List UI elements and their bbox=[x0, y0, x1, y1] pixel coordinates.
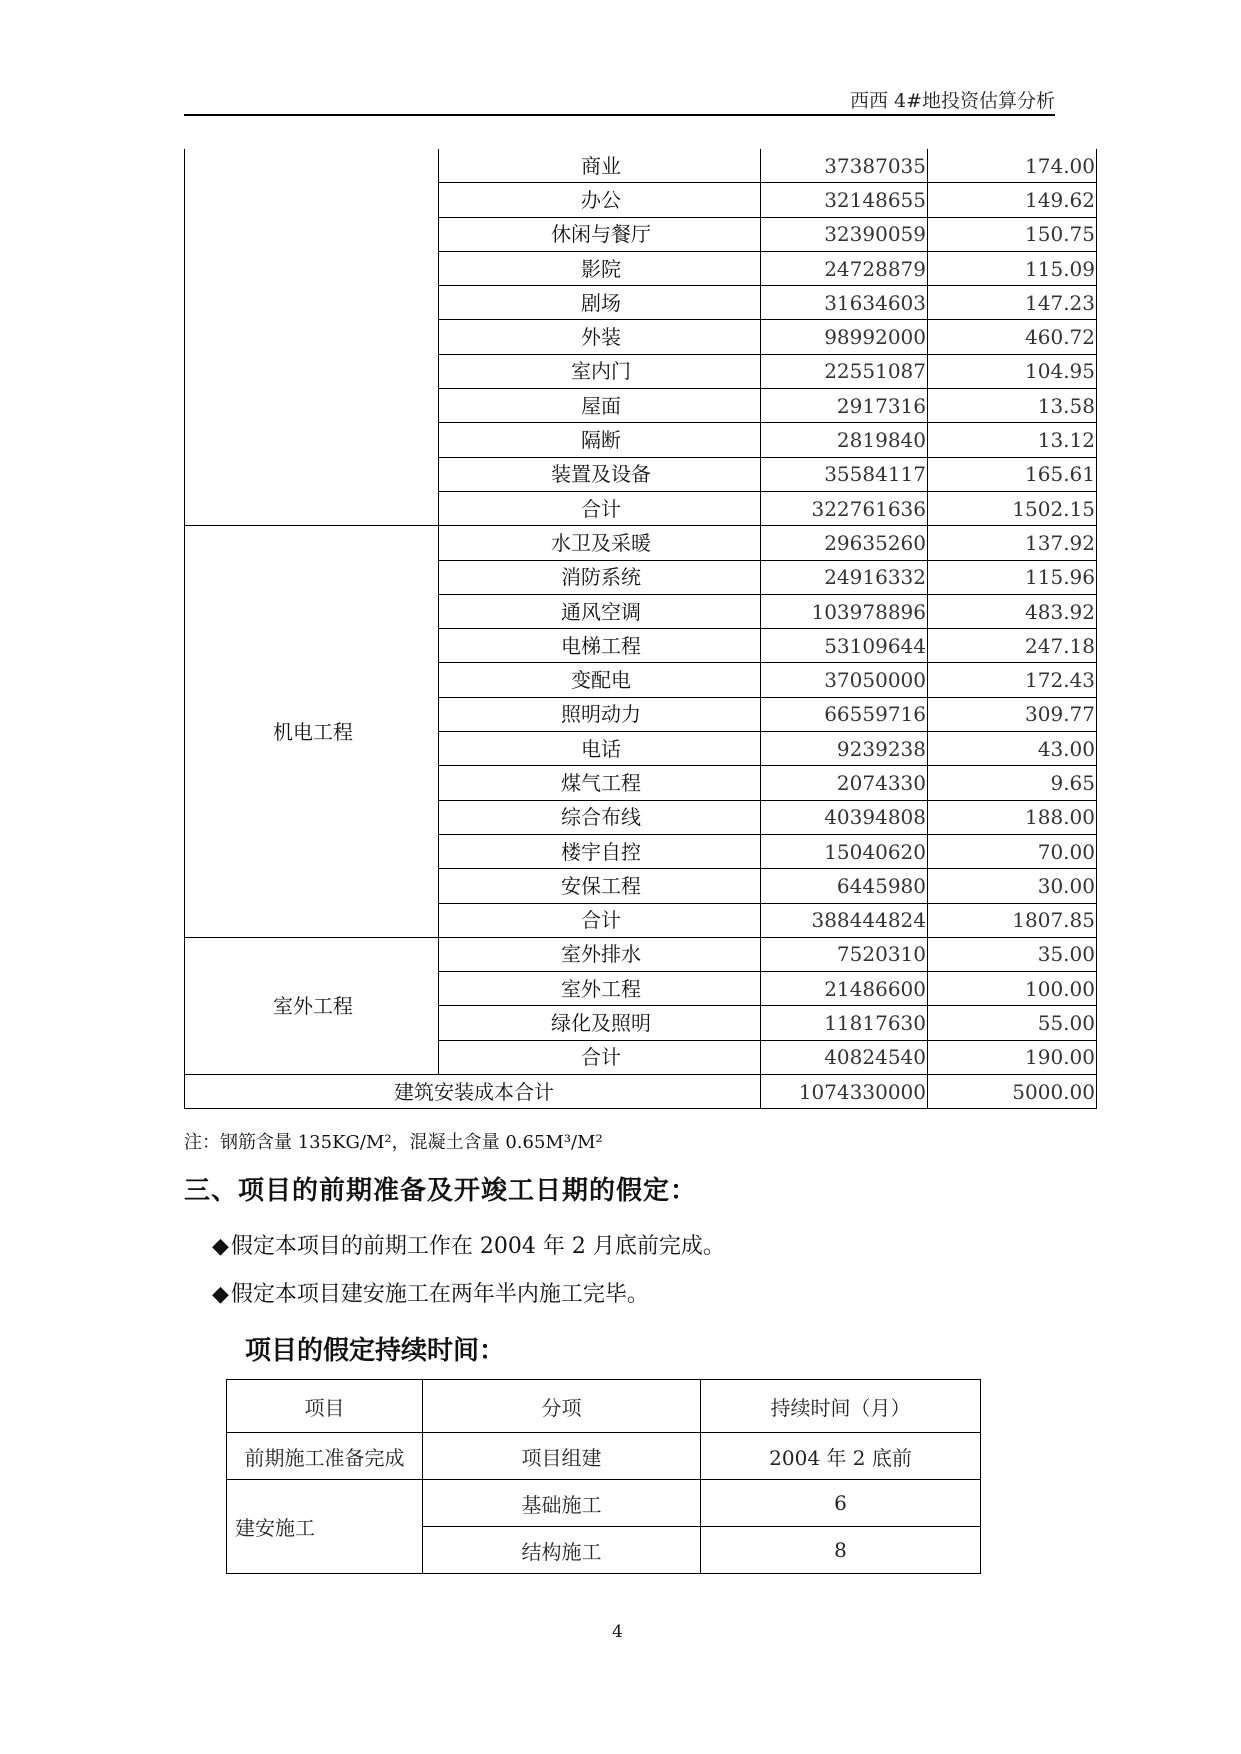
item-cell: 室内门 bbox=[439, 354, 761, 388]
grand-total-row bbox=[185, 1075, 1097, 1109]
unit-cost-cell: 1502.15 bbox=[928, 491, 1097, 525]
bullet-item bbox=[212, 1229, 725, 1260]
unit-cost-cell: 150.75 bbox=[928, 217, 1097, 251]
item-cell: 休闲与餐厅 bbox=[439, 217, 761, 251]
item-cell: 变配电 bbox=[439, 663, 761, 697]
table-row bbox=[227, 1380, 981, 1433]
cost-cell: 53109644 bbox=[761, 629, 928, 663]
header-cell: 项目 bbox=[227, 1380, 423, 1433]
cost-table bbox=[184, 149, 1097, 1109]
cost-cell: 2917316 bbox=[761, 389, 928, 423]
unit-cost-cell: 149.62 bbox=[928, 183, 1097, 217]
item-cell: 办公 bbox=[439, 183, 761, 217]
category-cell: 室外工程 bbox=[185, 937, 439, 1074]
unit-cost-cell: 188.00 bbox=[928, 800, 1097, 834]
project-cell: 建安施工 bbox=[227, 1480, 423, 1574]
item-cell: 影院 bbox=[439, 251, 761, 285]
diamond-bullet-icon: ◆ bbox=[212, 1282, 229, 1307]
duration-cell: 8 bbox=[701, 1527, 981, 1574]
cost-cell: 322761636 bbox=[761, 491, 928, 525]
cost-cell: 7520310 bbox=[761, 937, 928, 971]
item-cell: 合计 bbox=[439, 491, 761, 525]
header-cell: 持续时间（月） bbox=[701, 1380, 981, 1433]
unit-cost-cell: 115.96 bbox=[928, 560, 1097, 594]
unit-cost-cell: 460.72 bbox=[928, 320, 1097, 354]
sub-item-cell: 项目组建 bbox=[423, 1433, 701, 1480]
unit-cost-cell: 147.23 bbox=[928, 286, 1097, 320]
cost-cell: 6445980 bbox=[761, 869, 928, 903]
cost-cell: 29635260 bbox=[761, 526, 928, 560]
table-row bbox=[185, 937, 1097, 971]
unit-cost-cell: 55.00 bbox=[928, 1006, 1097, 1040]
cost-cell: 32390059 bbox=[761, 217, 928, 251]
sub-item-cell: 结构施工 bbox=[423, 1527, 701, 1574]
diamond-bullet-icon: ◆ bbox=[212, 1234, 229, 1259]
unit-cost-cell: 174.00 bbox=[928, 149, 1097, 183]
unit-cost-cell: 70.00 bbox=[928, 834, 1097, 868]
item-cell: 合计 bbox=[439, 903, 761, 937]
duration-cell: 2004 年 2 底前 bbox=[701, 1433, 981, 1480]
cost-cell: 22551087 bbox=[761, 354, 928, 388]
item-cell: 煤气工程 bbox=[439, 766, 761, 800]
item-cell: 剧场 bbox=[439, 286, 761, 320]
unit-cost-cell: 483.92 bbox=[928, 594, 1097, 628]
cost-cell: 66559716 bbox=[761, 697, 928, 731]
page-number: 4 bbox=[612, 1622, 623, 1642]
item-cell: 水卫及采暖 bbox=[439, 526, 761, 560]
cost-cell: 24728879 bbox=[761, 251, 928, 285]
cost-cell: 31634603 bbox=[761, 286, 928, 320]
unit-cost-cell: 115.09 bbox=[928, 251, 1097, 285]
unit-cost-cell: 9.65 bbox=[928, 766, 1097, 800]
unit-cost-cell: 190.00 bbox=[928, 1040, 1097, 1074]
item-cell: 室外工程 bbox=[439, 972, 761, 1006]
header-rule bbox=[184, 114, 1055, 116]
duration-table bbox=[226, 1379, 981, 1574]
item-cell: 屋面 bbox=[439, 389, 761, 423]
item-cell: 装置及设备 bbox=[439, 457, 761, 491]
table-row bbox=[227, 1480, 981, 1527]
unit-cost-cell: 309.77 bbox=[928, 697, 1097, 731]
duration-subtitle: 项目的假定持续时间： bbox=[245, 1336, 506, 1366]
cost-cell: 21486600 bbox=[761, 972, 928, 1006]
unit-cost-cell: 13.58 bbox=[928, 389, 1097, 423]
unit-cost-cell: 5000.00 bbox=[928, 1075, 1097, 1109]
cost-cell: 37387035 bbox=[761, 149, 928, 183]
cost-cell: 9239238 bbox=[761, 732, 928, 766]
cost-cell: 32148655 bbox=[761, 183, 928, 217]
item-cell: 通风空调 bbox=[439, 594, 761, 628]
item-cell: 室外排水 bbox=[439, 937, 761, 971]
unit-cost-cell: 104.95 bbox=[928, 354, 1097, 388]
item-cell: 绿化及照明 bbox=[439, 1006, 761, 1040]
cost-cell: 40824540 bbox=[761, 1040, 928, 1074]
sub-item-cell: 基础施工 bbox=[423, 1480, 701, 1527]
cost-cell: 2074330 bbox=[761, 766, 928, 800]
cost-cell: 24916332 bbox=[761, 560, 928, 594]
unit-cost-cell: 13.12 bbox=[928, 423, 1097, 457]
item-cell: 照明动力 bbox=[439, 697, 761, 731]
item-cell: 综合布线 bbox=[439, 800, 761, 834]
cost-cell: 11817630 bbox=[761, 1006, 928, 1040]
cost-cell: 1074330000 bbox=[761, 1075, 928, 1109]
item-cell: 电梯工程 bbox=[439, 629, 761, 663]
category-cell: 机电工程 bbox=[185, 526, 439, 938]
cost-cell: 40394808 bbox=[761, 800, 928, 834]
cost-table-body bbox=[185, 149, 1097, 1109]
grand-total-label: 建筑安装成本合计 bbox=[185, 1075, 761, 1109]
unit-cost-cell: 1807.85 bbox=[928, 903, 1097, 937]
item-cell: 合计 bbox=[439, 1040, 761, 1074]
item-cell: 楼宇自控 bbox=[439, 834, 761, 868]
table-row bbox=[227, 1433, 981, 1480]
cost-cell: 15040620 bbox=[761, 834, 928, 868]
item-cell: 外装 bbox=[439, 320, 761, 354]
header-cell: 分项 bbox=[423, 1380, 701, 1433]
cost-cell: 388444824 bbox=[761, 903, 928, 937]
footnote: 注：钢筋含量 135KG/M²，混凝土含量 0.65M³/M² bbox=[184, 1132, 603, 1153]
cost-cell: 98992000 bbox=[761, 320, 928, 354]
unit-cost-cell: 35.00 bbox=[928, 937, 1097, 971]
unit-cost-cell: 43.00 bbox=[928, 732, 1097, 766]
unit-cost-cell: 30.00 bbox=[928, 869, 1097, 903]
project-cell: 前期施工准备完成 bbox=[227, 1433, 423, 1480]
cost-cell: 37050000 bbox=[761, 663, 928, 697]
unit-cost-cell: 247.18 bbox=[928, 629, 1097, 663]
item-cell: 隔断 bbox=[439, 423, 761, 457]
bullet-text: 假定本项目建安施工在两年半内施工完毕。 bbox=[230, 1282, 649, 1307]
bullet-text: 假定本项目的前期工作在 2004 年 2 月底前完成。 bbox=[230, 1234, 725, 1259]
cost-cell: 35584117 bbox=[761, 457, 928, 491]
item-cell: 电话 bbox=[439, 732, 761, 766]
unit-cost-cell: 100.00 bbox=[928, 972, 1097, 1006]
unit-cost-cell: 137.92 bbox=[928, 526, 1097, 560]
unit-cost-cell: 172.43 bbox=[928, 663, 1097, 697]
cost-cell: 103978896 bbox=[761, 594, 928, 628]
unit-cost-cell: 165.61 bbox=[928, 457, 1097, 491]
section-title: 三、项目的前期准备及开竣工日期的假定： bbox=[184, 1176, 698, 1206]
bullet-item bbox=[212, 1277, 649, 1308]
item-cell: 安保工程 bbox=[439, 869, 761, 903]
running-header: 西西 4#地投资估算分析 bbox=[849, 90, 1055, 112]
table-row bbox=[185, 149, 1097, 183]
cost-cell: 2819840 bbox=[761, 423, 928, 457]
duration-cell: 6 bbox=[701, 1480, 981, 1527]
item-cell: 商业 bbox=[439, 149, 761, 183]
item-cell: 消防系统 bbox=[439, 560, 761, 594]
category-cell bbox=[185, 149, 439, 526]
table-row bbox=[185, 526, 1097, 560]
